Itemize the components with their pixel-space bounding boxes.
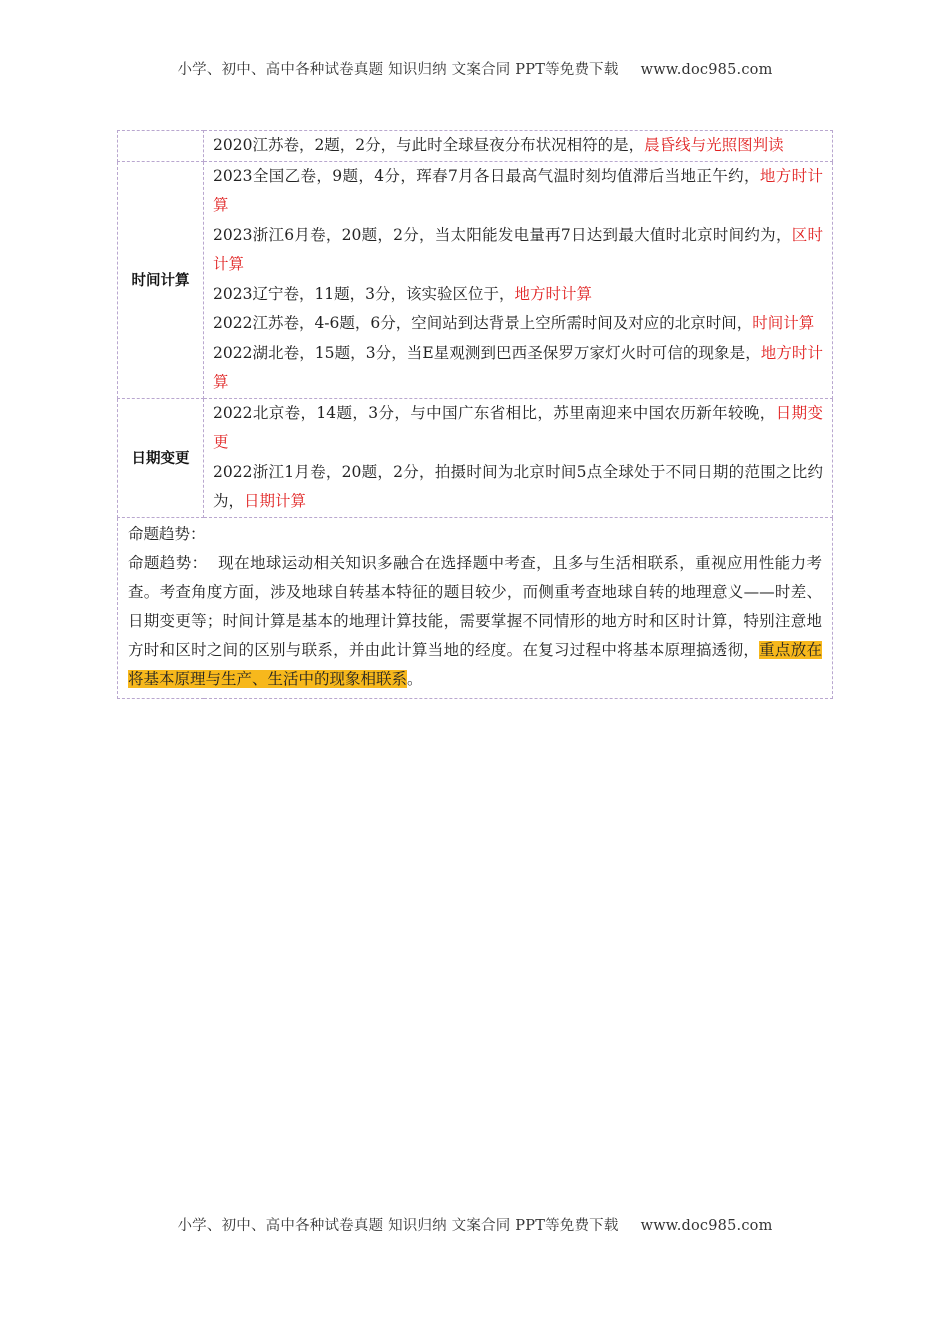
footer-site-link[interactable]: www.doc985.com xyxy=(640,1218,773,1234)
entry-text: 2022北京卷，14题，3分，与中国广东省相比，苏里南迎来中国农历新年较晚， xyxy=(213,403,776,422)
entries-cell xyxy=(204,161,833,398)
entry-text: 2020江苏卷，2题，2分，与此时全球昼夜分布状况相符的是， xyxy=(213,136,645,154)
entries-cell xyxy=(204,398,833,517)
trend-end: 。 xyxy=(407,669,423,688)
exam-entry xyxy=(213,221,823,280)
entries-cell xyxy=(204,131,833,162)
trend-highlight: 重点放在将基本原理与生产、生活中的现象相联系 xyxy=(128,640,822,688)
trend-heading: 命题趋势： xyxy=(128,524,206,543)
exam-entry xyxy=(213,131,823,161)
exam-entry xyxy=(213,280,823,310)
exam-entry xyxy=(213,162,823,221)
table-row xyxy=(118,161,833,398)
entry-topic-tag: 地方时计算 xyxy=(213,166,823,214)
entry-topic-tag: 时间计算 xyxy=(752,314,815,332)
entry-topic-tag: 地方时计算 xyxy=(213,343,823,391)
table-row xyxy=(118,131,833,162)
exam-entry xyxy=(213,399,823,458)
trend-cell xyxy=(118,517,833,698)
header-text: 小学、初中、高中各种试卷真题 知识归纳 文案合同 PPT等免费下载 xyxy=(177,62,619,78)
entry-topic-tag: 晨昏线与光照图判读 xyxy=(644,136,784,154)
footer-text: 小学、初中、高中各种试卷真题 知识归纳 文案合同 PPT等免费下载 xyxy=(177,1218,619,1234)
entry-topic-tag: 日期变更 xyxy=(213,403,823,451)
entry-text: 2023全国乙卷，9题，4分，珲春7月各日最高气温时刻均值滞后当地正午约， xyxy=(213,166,760,185)
knowledge-table xyxy=(117,130,833,699)
page-header xyxy=(0,58,950,79)
exam-entry xyxy=(213,339,823,398)
entry-text: 2022浙江1月卷，20题，2分，拍摄时间为北京时间5点全球处于不同日期的范围之比约为， xyxy=(213,462,823,510)
category-cell: 日期变更 xyxy=(118,398,204,517)
exam-entry xyxy=(213,458,823,517)
table-row xyxy=(118,398,833,517)
trend-paragraph xyxy=(128,549,822,694)
trend-row xyxy=(118,517,833,698)
category-cell: 时间计算 xyxy=(118,161,204,398)
trend-label: 命题趋势： xyxy=(128,553,208,572)
category-cell xyxy=(118,131,204,162)
page-footer xyxy=(0,1214,950,1235)
entry-topic-tag: 区时计算 xyxy=(213,225,823,273)
header-site-link[interactable]: www.doc985.com xyxy=(640,62,773,78)
entry-text: 2022江苏卷，4-6题，6分，空间站到达背景上空所需时间及对应的北京时间， xyxy=(213,314,753,332)
entry-topic-tag: 日期计算 xyxy=(244,492,307,510)
entry-text: 2023辽宁卷，11题，3分，该实验区位于， xyxy=(213,284,515,303)
entry-topic-tag: 地方时计算 xyxy=(514,284,593,303)
trend-body: 现在地球运动相关知识多融合在选择题中考查，且多与生活相联系，重视应用性能力考查。考查角度方面，涉及地球自转基本特征的题目较少，而侧重考查地球自转的地理意义——时差、日期变更等；时间计算是基本的地理计算技能，需要掌握不同情形的地方时和区时计算，特别注意地方时和区时之间的区别与联系，并由此计算当地的经度。在复习过程中将基本原理搞透彻， xyxy=(128,553,822,659)
exam-entry xyxy=(213,309,823,339)
entry-text: 2022湖北卷，15题，3分，当E星观测到巴西圣保罗万家灯火时可信的现象是， xyxy=(213,343,761,362)
entry-text: 2023浙江6月卷，20题，2分，当太阳能发电量再7日达到最大值时北京时间约为， xyxy=(213,225,792,244)
